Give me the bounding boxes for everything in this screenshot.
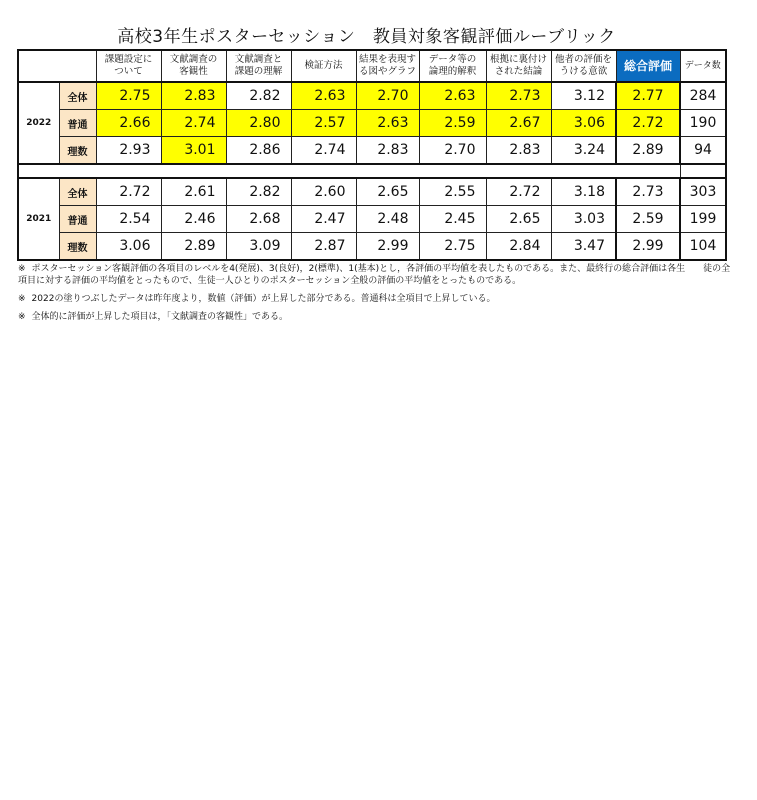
header-cell: 文献調査と 課題の理解: [226, 50, 291, 82]
total-score-cell: 2.73: [616, 178, 680, 206]
score-cell: 2.75: [419, 233, 486, 261]
count-cell: 303: [680, 178, 726, 206]
year-cell: 2021: [18, 178, 59, 260]
header-cell: 検証方法: [291, 50, 356, 82]
count-cell: 199: [680, 206, 726, 233]
score-cell: 2.82: [226, 178, 291, 206]
header-cell-count: データ数: [680, 50, 726, 82]
score-cell: 2.83: [161, 82, 226, 110]
score-cell: 2.46: [161, 206, 226, 233]
header-cell-total: 総合評価: [616, 50, 680, 82]
header-cell: 根拠に裏付け された結論: [486, 50, 551, 82]
score-cell: 2.72: [486, 178, 551, 206]
page-title: [0, 22, 757, 47]
score-cell: 2.54: [96, 206, 161, 233]
table-row: [18, 137, 726, 165]
score-cell: 2.66: [96, 110, 161, 137]
note-text: 2022の塗りつぶしたデータは昨年度より，数値（評価）が上昇した部分である。普通科は全項目で上昇している。: [31, 294, 496, 304]
score-cell: 3.06: [551, 110, 616, 137]
category-label: 理数: [59, 233, 96, 261]
header-cell: 文献調査の 客観性: [161, 50, 226, 82]
separator-cell: [18, 164, 680, 178]
score-cell: 3.01: [161, 137, 226, 165]
score-cell: 3.12: [551, 82, 616, 110]
score-cell: 2.74: [291, 137, 356, 165]
score-cell: 2.63: [356, 110, 419, 137]
table-row: [18, 178, 726, 206]
score-cell: 2.84: [486, 233, 551, 261]
score-cell: 2.61: [161, 178, 226, 206]
count-cell: 284: [680, 82, 726, 110]
category-label: 普通: [59, 110, 96, 137]
category-label: 理数: [59, 137, 96, 165]
note-mark: ※: [18, 264, 26, 274]
score-cell: 3.06: [96, 233, 161, 261]
score-cell: 2.82: [226, 82, 291, 110]
footnote: [18, 293, 738, 305]
score-cell: 3.03: [551, 206, 616, 233]
header-cell: 結果を表現す る図やグラフ: [356, 50, 419, 82]
category-label: 全体: [59, 178, 96, 206]
score-cell: 2.65: [486, 206, 551, 233]
total-score-cell: 2.59: [616, 206, 680, 233]
note-text: 全体的に評価が上昇した項目は，「文献調査の客観性」である。: [31, 312, 289, 322]
score-cell: 2.59: [419, 110, 486, 137]
total-score-cell: 2.89: [616, 137, 680, 165]
footnotes: [18, 263, 738, 329]
score-cell: 2.89: [161, 233, 226, 261]
score-cell: 2.68: [226, 206, 291, 233]
score-cell: 2.70: [419, 137, 486, 165]
score-cell: 2.93: [96, 137, 161, 165]
score-cell: 2.60: [291, 178, 356, 206]
table-row: [18, 206, 726, 233]
note-mark: ※: [18, 294, 26, 304]
score-cell: 2.73: [486, 82, 551, 110]
footnote: [18, 263, 738, 287]
separator-cell: [680, 164, 726, 178]
score-cell: 2.63: [419, 82, 486, 110]
score-cell: 2.67: [486, 110, 551, 137]
count-cell: 104: [680, 233, 726, 261]
corner-cell: [18, 50, 96, 82]
score-cell: 2.70: [356, 82, 419, 110]
score-cell: 2.83: [486, 137, 551, 165]
note-mark: ※: [18, 312, 26, 322]
category-label: 全体: [59, 82, 96, 110]
score-cell: 3.24: [551, 137, 616, 165]
rubric-table: [17, 49, 727, 261]
score-cell: 2.83: [356, 137, 419, 165]
category-label: 普通: [59, 206, 96, 233]
score-cell: 2.45: [419, 206, 486, 233]
table-body: [18, 82, 726, 260]
table-row: [18, 110, 726, 137]
year-cell: 2022: [18, 82, 59, 164]
table-row: [18, 233, 726, 261]
score-cell: 2.63: [291, 82, 356, 110]
count-cell: 190: [680, 110, 726, 137]
score-cell: 2.65: [356, 178, 419, 206]
score-cell: 2.74: [161, 110, 226, 137]
total-score-cell: 2.77: [616, 82, 680, 110]
score-cell: 2.80: [226, 110, 291, 137]
count-cell: 94: [680, 137, 726, 165]
score-cell: 2.75: [96, 82, 161, 110]
score-cell: 2.48: [356, 206, 419, 233]
table-row: [18, 82, 726, 110]
score-cell: 2.99: [356, 233, 419, 261]
total-score-cell: 2.72: [616, 110, 680, 137]
score-cell: 2.72: [96, 178, 161, 206]
header-cell: データ等の 論理的解釈: [419, 50, 486, 82]
header-cell: 課題設定に ついて: [96, 50, 161, 82]
score-cell: 3.18: [551, 178, 616, 206]
separator-row: [18, 164, 726, 178]
note-text: ポスターセッション客観評価の各項目のレベルを4(発展)、3(良好)，2(標準)、1(基本)とし，各評価の平均値を表したものである。また、最終行の総合評価は各生 徒の全項目に対する評価の平均値をとったもので、生徒一人ひとりのポスターセッション全般の評価の平均値をとったものである。: [18, 264, 731, 286]
score-cell: 2.57: [291, 110, 356, 137]
header-row: [18, 50, 726, 82]
score-cell: 3.47: [551, 233, 616, 261]
score-cell: 3.09: [226, 233, 291, 261]
page-title-text: 高校3年生ポスターセッション 教員対象客観評価ルーブリック: [117, 27, 616, 47]
score-cell: 2.87: [291, 233, 356, 261]
footnote: [18, 311, 738, 323]
score-cell: 2.47: [291, 206, 356, 233]
score-cell: 2.86: [226, 137, 291, 165]
header-cell: 他者の評価を うける意欲: [551, 50, 616, 82]
total-score-cell: 2.99: [616, 233, 680, 261]
score-cell: 2.55: [419, 178, 486, 206]
